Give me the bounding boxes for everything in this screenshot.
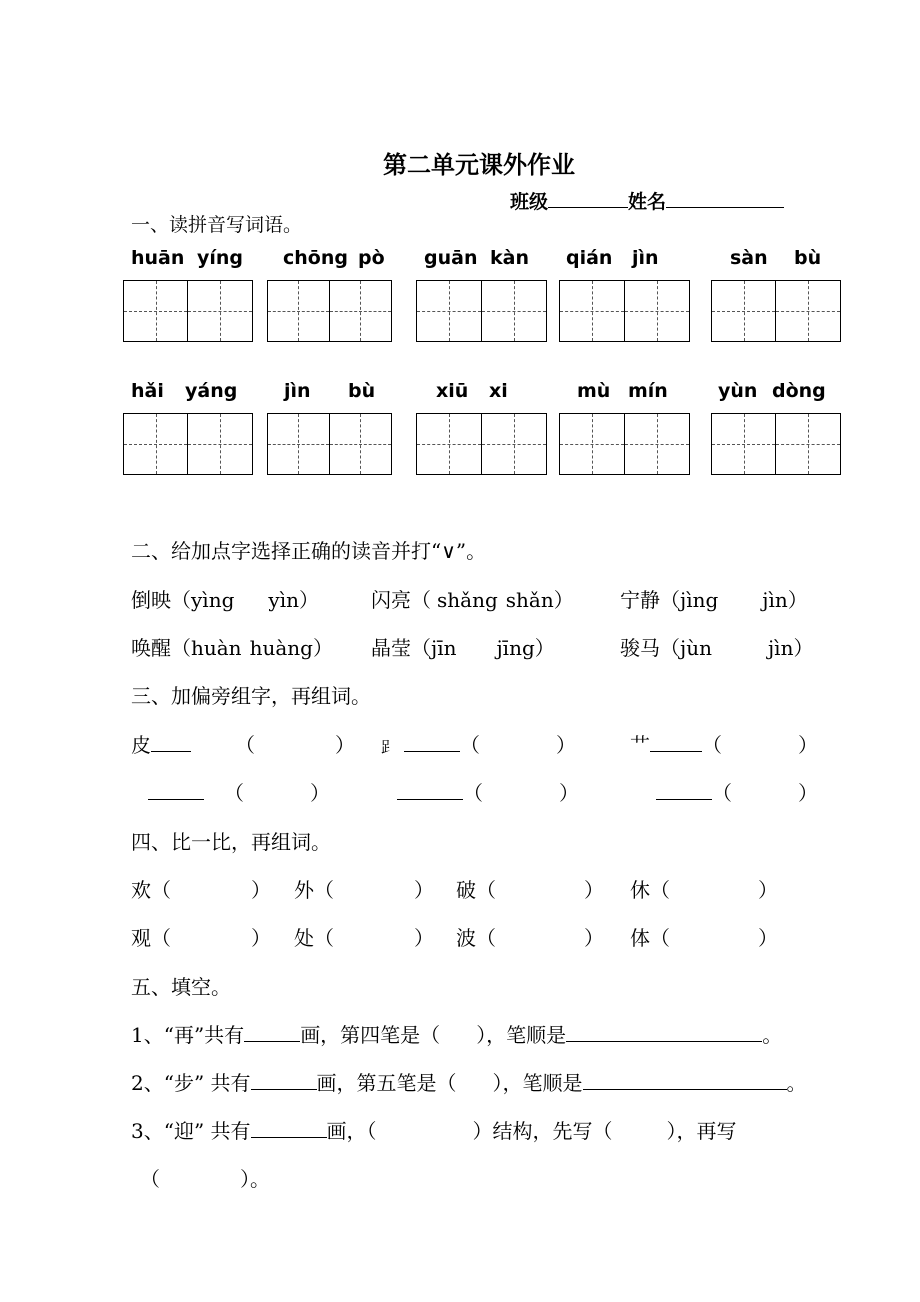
blank[interactable]	[244, 1020, 300, 1042]
pinyin: chōng	[283, 247, 348, 269]
blank[interactable]	[656, 778, 712, 800]
section-1-heading: 一、读拼音写词语。	[131, 214, 303, 236]
radical-item[interactable]: （ ）	[397, 777, 579, 806]
writing-box[interactable]	[123, 280, 253, 342]
pinyin: hǎi	[131, 380, 164, 402]
pinyin: huān	[131, 247, 185, 269]
pinyin: yíng	[197, 247, 244, 269]
fill-question-2[interactable]: 2、“步” 共有 画，第五笔是（ ），笔顺是 。	[131, 1067, 807, 1096]
class-label: 班级	[510, 191, 549, 213]
blank[interactable]	[151, 730, 191, 752]
pinyin: mù	[577, 380, 611, 402]
pinyin: guān	[424, 247, 478, 269]
pinyin: pò	[358, 247, 385, 269]
compare-item[interactable]: 处（ ）	[294, 926, 434, 950]
pinyin: mín	[628, 380, 668, 402]
compare-item[interactable]: 外（ ）	[294, 878, 434, 902]
section-4-heading: 四、比一比，再组词。	[131, 830, 331, 854]
pinyin: xiū	[436, 380, 469, 402]
section-2-heading: 二、给加点字选择正确的读音并打“∨”。	[131, 539, 487, 563]
blank[interactable]	[148, 778, 204, 800]
pinyin: sàn	[730, 247, 768, 269]
radical-item[interactable]: 艹 （ ）	[630, 729, 818, 758]
pronunciation-item[interactable]: 唤醒（huàn huàng）	[131, 636, 333, 660]
section-5-heading: 五、填空。	[131, 975, 231, 999]
pinyin: yùn	[718, 380, 758, 402]
writing-box[interactable]	[267, 280, 392, 342]
writing-box[interactable]	[711, 280, 841, 342]
blank[interactable]	[583, 1068, 787, 1090]
pronunciation-item[interactable]: 闪亮（ shǎng shǎn）	[371, 588, 574, 612]
compare-item[interactable]: 体（ ）	[630, 926, 778, 950]
writing-box[interactable]	[711, 413, 841, 475]
pronunciation-item[interactable]: 骏马（jùn jìn）	[620, 636, 814, 660]
blank[interactable]	[404, 730, 460, 752]
writing-box[interactable]	[416, 413, 547, 475]
compare-item[interactable]: 欢（ ）	[131, 878, 271, 902]
compare-item[interactable]: 观（ ）	[131, 926, 271, 950]
writing-box[interactable]	[559, 413, 690, 475]
blank[interactable]	[251, 1116, 327, 1138]
class-field[interactable]	[548, 187, 628, 208]
fill-question-3-cont[interactable]: （ ）。	[140, 1167, 270, 1191]
blank[interactable]	[397, 778, 463, 800]
section-3-heading: 三、加偏旁组字，再组词。	[131, 684, 371, 708]
radical-item[interactable]: 𧾷 （ ）	[381, 729, 576, 758]
fill-question-3[interactable]: 3、“迎” 共有 画，（ ）结构，先写（ ），再写	[131, 1115, 737, 1144]
name-label: 姓名	[628, 191, 667, 213]
pinyin: qián	[566, 247, 613, 269]
student-info	[510, 187, 784, 214]
page-title: 第二单元课外作业	[383, 150, 575, 179]
compare-item[interactable]: 休（ ）	[630, 878, 778, 902]
pinyin: bù	[348, 380, 376, 402]
name-field[interactable]	[666, 187, 784, 208]
blank[interactable]	[650, 730, 702, 752]
fill-question-1[interactable]: 1、“再”共有 画，第四笔是（ ），笔顺是 。	[131, 1019, 782, 1048]
writing-box[interactable]	[267, 413, 392, 475]
pinyin: jìn	[284, 380, 311, 402]
compare-item[interactable]: 破（ ）	[456, 878, 604, 902]
writing-box[interactable]	[123, 413, 253, 475]
compare-item[interactable]: 波（ ）	[456, 926, 604, 950]
pinyin: yáng	[185, 380, 238, 402]
pinyin: kàn	[490, 247, 529, 269]
writing-box[interactable]	[416, 280, 547, 342]
blank[interactable]	[566, 1020, 762, 1042]
pinyin: jìn	[632, 247, 659, 269]
pinyin: xi	[489, 380, 508, 402]
pinyin: dòng	[772, 380, 826, 402]
writing-box[interactable]	[559, 280, 690, 342]
blank[interactable]	[251, 1068, 317, 1090]
radical-item[interactable]: （ ）	[656, 777, 818, 806]
pronunciation-item[interactable]: 宁静（jìng jìn）	[620, 588, 808, 612]
pronunciation-item[interactable]: 晶莹（jīn jīng）	[371, 636, 555, 660]
pinyin: bù	[794, 247, 822, 269]
radical-item[interactable]: （ ）	[148, 777, 330, 806]
radical-item[interactable]: 皮 （ ）	[131, 729, 355, 758]
pronunciation-item[interactable]: 倒映（yìng yìn）	[131, 588, 319, 612]
